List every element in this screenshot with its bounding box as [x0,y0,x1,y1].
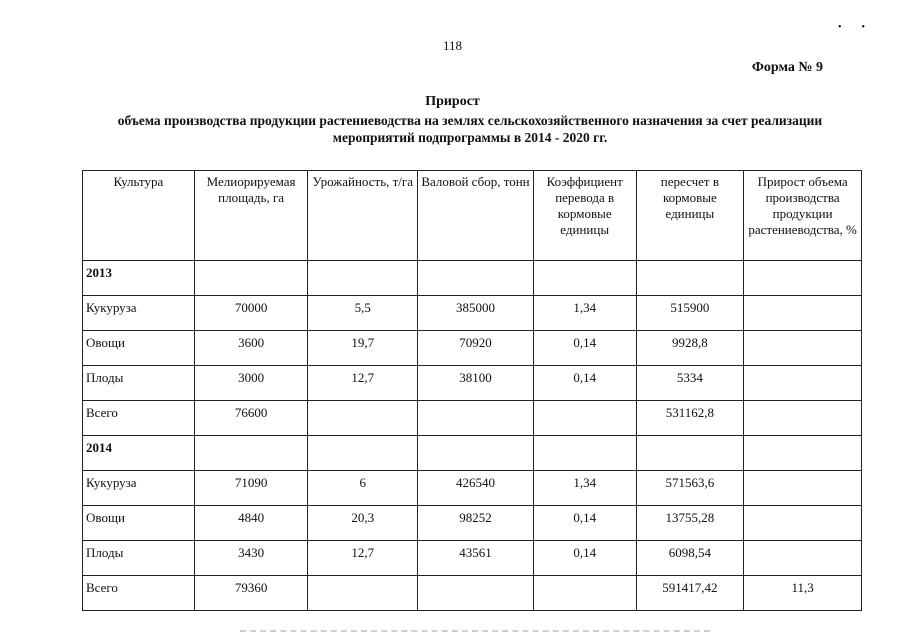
cell-growth [744,541,862,576]
cell-area: 71090 [194,471,308,506]
cell-yield: 20,3 [308,506,418,541]
header-coefficient: Коэффициент перевода в кормовые единицы [533,171,636,261]
year-label: 2014 [83,436,195,471]
table-row [83,296,862,331]
cell-area: 70000 [194,296,308,331]
header-gross-harvest: Валовой сбор, тонн [418,171,534,261]
header-crop: Культура [83,171,195,261]
cell-growth [744,506,862,541]
year-row-2013 [83,261,862,296]
cell-area: 79360 [194,576,308,611]
cell-feed: 5334 [636,366,744,401]
table-header-row [83,171,862,261]
year-row-2014 [83,436,862,471]
cell-growth [744,296,862,331]
cell-feed: 515900 [636,296,744,331]
cell-feed: 13755,28 [636,506,744,541]
cell-yield: 6 [308,471,418,506]
cell-coef [533,576,636,611]
cell-gross [418,576,534,611]
cell-crop: Плоды [83,366,195,401]
cell-crop: Овощи [83,506,195,541]
cell-coef [533,401,636,436]
cell-feed: 591417,42 [636,576,744,611]
cell-yield: 5,5 [308,296,418,331]
cell-coef: 1,34 [533,296,636,331]
header-area: Мелиорируемая площадь, га [194,171,308,261]
cell-growth [744,366,862,401]
cell-area: 4840 [194,506,308,541]
cell-coef: 0,14 [533,366,636,401]
header-feed-units: пересчет в кормовые единицы [636,171,744,261]
table-row [83,366,862,401]
cell-feed: 9928,8 [636,331,744,366]
cell-yield: 12,7 [308,541,418,576]
cell-growth [744,401,862,436]
cell-yield: 19,7 [308,331,418,366]
table-row [83,331,862,366]
page-number: 118 [442,38,463,53]
cell-crop: Плоды [83,541,195,576]
cell-area: 3000 [194,366,308,401]
cell-area: 3430 [194,541,308,576]
total-row [83,576,862,611]
cell-gross: 70920 [418,331,534,366]
year-label: 2013 [83,261,195,296]
cell-gross: 38100 [418,366,534,401]
scan-specks: •• [837,22,885,33]
production-growth-table [82,170,862,611]
cell-crop: Кукуруза [83,471,195,506]
cell-crop: Овощи [83,331,195,366]
cell-crop: Кукуруза [83,296,195,331]
header-growth: Прирост объема производства продукции растениеводства, % [744,171,862,261]
cell-yield: 12,7 [308,366,418,401]
cell-area: 76600 [194,401,308,436]
scan-artifact-line [240,630,710,635]
table-row [83,471,862,506]
cell-gross: 426540 [418,471,534,506]
document-subtitle: объема производства продукции растениеводства на землях сельскохозяйственного назначения за счет реализации мероприятий подпрограммы в 2014 - 2020 гг. [117,113,823,145]
table-row [83,506,862,541]
header-yield: Урожайность, т/га [308,171,418,261]
cell-crop: Всего [83,401,195,436]
cell-growth [744,331,862,366]
cell-feed: 571563,6 [636,471,744,506]
cell-growth: 11,3 [744,576,862,611]
form-number: Форма № 9 [751,60,823,75]
cell-gross: 43561 [418,541,534,576]
cell-gross [418,401,534,436]
cell-area: 3600 [194,331,308,366]
total-row [83,401,862,436]
cell-growth [744,471,862,506]
cell-coef: 0,14 [533,331,636,366]
cell-yield [308,576,418,611]
cell-gross: 385000 [418,296,534,331]
cell-gross: 98252 [418,506,534,541]
cell-yield [308,401,418,436]
cell-crop: Всего [83,576,195,611]
cell-feed: 531162,8 [636,401,744,436]
table-row [83,541,862,576]
cell-coef: 0,14 [533,541,636,576]
cell-coef: 0,14 [533,506,636,541]
cell-coef: 1,34 [533,471,636,506]
cell-feed: 6098,54 [636,541,744,576]
document-title: Прирост [425,94,480,109]
